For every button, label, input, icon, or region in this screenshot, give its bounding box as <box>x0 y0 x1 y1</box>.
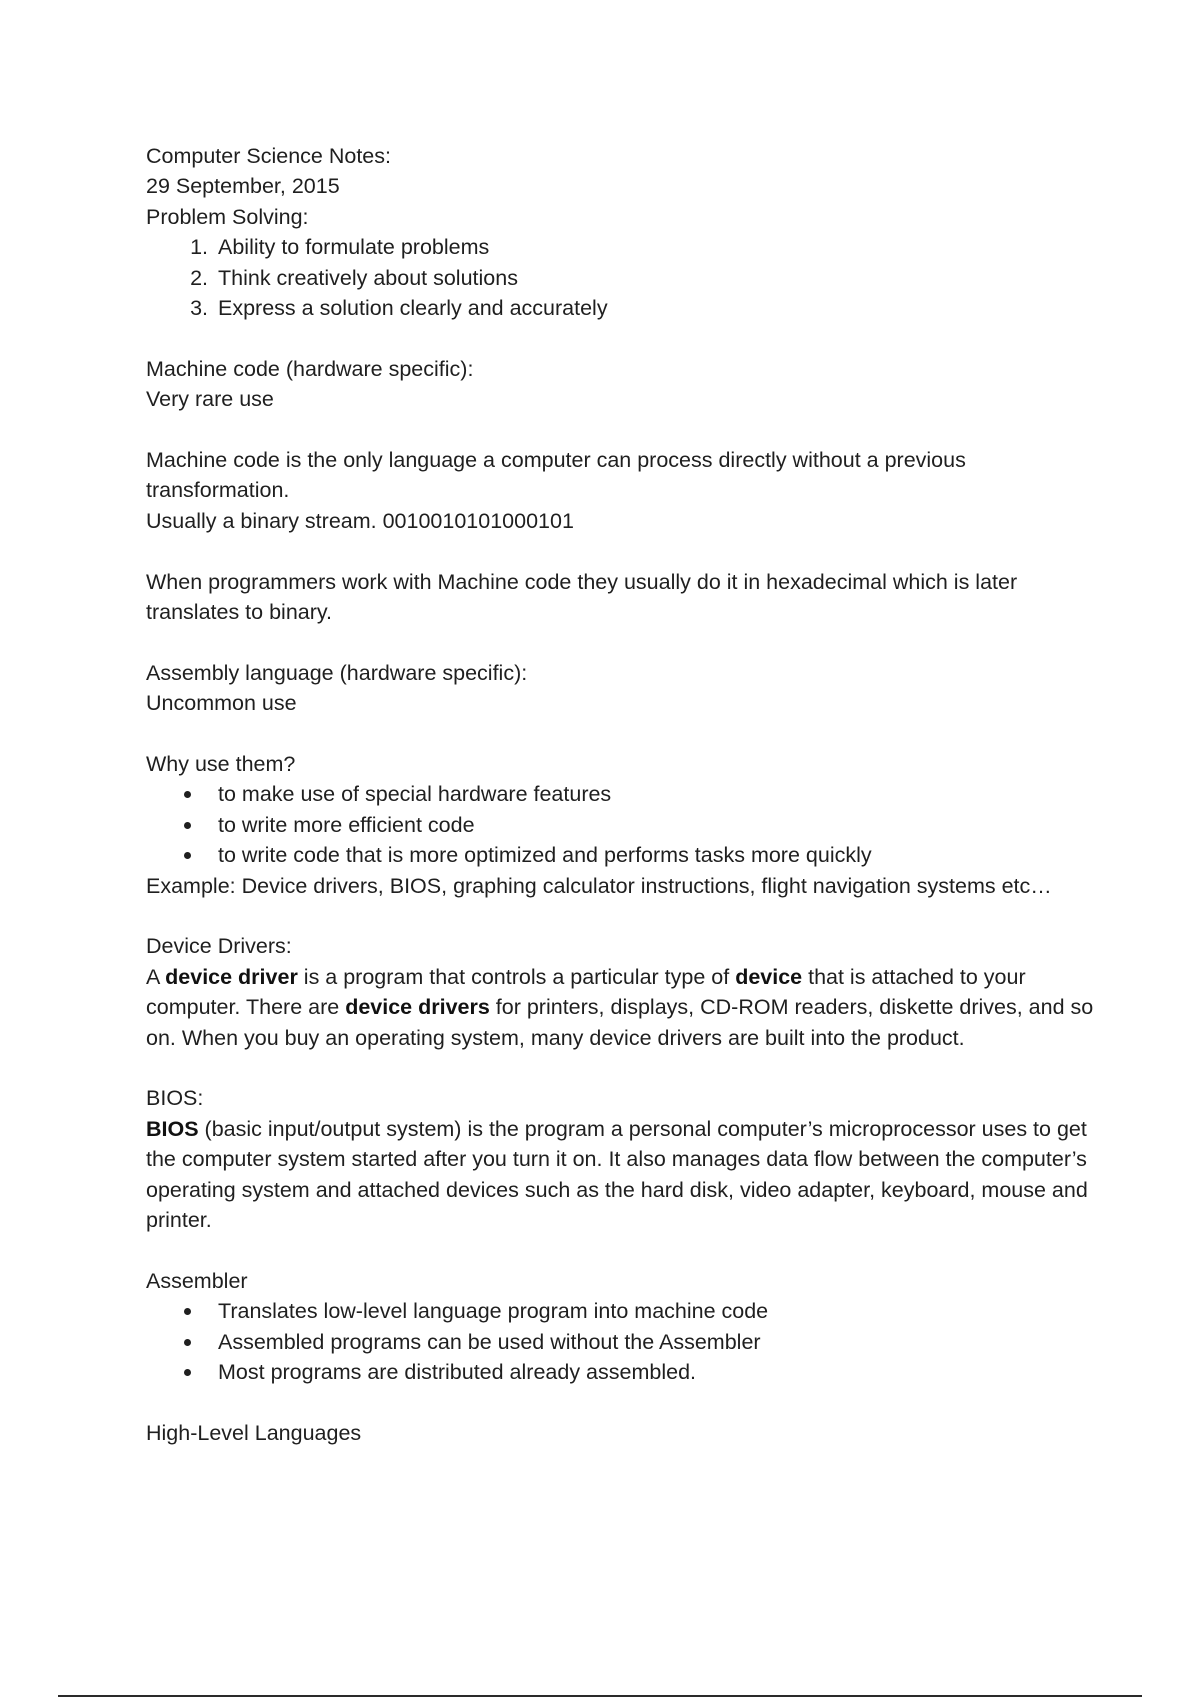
machine-code-usage: Very rare use <box>146 387 274 412</box>
bullet-icon <box>184 1308 191 1315</box>
list-item <box>146 1327 1106 1357</box>
list-item-text: Assembled programs can be used without the Assembler <box>218 1329 761 1354</box>
bullet-icon <box>184 1339 191 1346</box>
bold-term: BIOS <box>146 1116 199 1141</box>
spacer <box>146 1236 1106 1266</box>
list-item <box>146 1296 1106 1326</box>
list-item-text: Translates low-level language program into machine code <box>218 1299 769 1324</box>
text-run: for printers, displays, CD-ROM readers, diskette drives, and so on. When you buy an operating system, many device drivers are built into the product. <box>146 995 1094 1050</box>
why-use-heading: Why use them? <box>146 752 296 777</box>
list-item-text: Think creatively about solutions <box>218 265 518 290</box>
list-item-text: Most programs are distributed already assembled. <box>218 1360 696 1385</box>
text-run: (basic input/output system) is the program a personal computer’s microprocessor uses to get the computer system started after you turn it on. It also manages data flow between the computer’s operating system and attached devices such as the hard disk, video adapter, keyboard, mouse and printer. <box>146 1116 1088 1233</box>
list-item <box>146 840 1106 870</box>
spacer <box>146 1053 1106 1083</box>
problem-solving-heading: Problem Solving: <box>146 204 309 229</box>
spacer <box>146 1388 1106 1418</box>
assembly-usage: Uncommon use <box>146 691 297 716</box>
machine-code-description: Machine code is the only language a computer can process directly without a previous transformation. <box>146 448 966 503</box>
spacer <box>146 627 1106 657</box>
spacer <box>146 901 1106 931</box>
bullet-icon <box>184 822 191 829</box>
example-line: Example: Device drivers, BIOS, graphing calculator instructions, flight navigation systems etc… <box>146 873 1052 898</box>
page-bottom-rule <box>58 1695 1142 1697</box>
assembler-list <box>146 1296 1106 1387</box>
list-number: 1. <box>190 235 208 260</box>
bios-heading: BIOS: <box>146 1086 204 1111</box>
bold-term: device drivers <box>345 995 490 1020</box>
device-drivers-heading: Device Drivers: <box>146 934 292 959</box>
bullet-icon <box>184 1369 191 1376</box>
list-item <box>146 263 1106 293</box>
bold-term: device <box>735 964 803 989</box>
list-item-text: Ability to formulate problems <box>218 235 490 260</box>
bold-term: device driver <box>165 964 298 989</box>
list-number: 2. <box>190 265 208 290</box>
list-item-text: to write more efficient code <box>218 812 475 837</box>
assembler-heading: Assembler <box>146 1268 248 1293</box>
list-item-text: Express a solution clearly and accurately <box>218 296 608 321</box>
spacer <box>146 415 1106 445</box>
device-drivers-paragraph <box>146 962 1106 1053</box>
text-run: A <box>146 964 166 989</box>
list-number: 3. <box>190 296 208 321</box>
problem-solving-list <box>146 232 1106 323</box>
list-item <box>146 293 1106 323</box>
spacer <box>146 536 1106 566</box>
machine-code-heading: Machine code (hardware specific): <box>146 356 474 381</box>
high-level-heading: High-Level Languages <box>146 1420 362 1445</box>
document-page <box>146 141 1106 1448</box>
document-title: Computer Science Notes: <box>146 144 391 168</box>
list-item <box>146 779 1106 809</box>
spacer <box>146 719 1106 749</box>
list-item <box>146 810 1106 840</box>
binary-stream-line: Usually a binary stream. 0010010101000101 <box>146 508 574 533</box>
bullet-icon <box>184 852 191 859</box>
document-date: 29 September, 2015 <box>146 174 340 199</box>
list-item <box>146 1357 1106 1387</box>
bios-paragraph <box>146 1114 1106 1236</box>
list-item-text: to write code that is more optimized and performs tasks more quickly <box>218 843 872 868</box>
bullet-icon <box>184 791 191 798</box>
text-run: is a program that controls a particular type of <box>297 964 736 989</box>
text-run: that is attached to your computer. There are <box>146 964 1026 1020</box>
list-item <box>146 232 1106 262</box>
reasons-list <box>146 779 1106 870</box>
hexadecimal-note: When programmers work with Machine code they usually do it in hexadecimal which is later translates to binary. <box>146 569 1018 625</box>
list-item-text: to make use of special hardware features <box>218 782 612 807</box>
spacer <box>146 323 1106 353</box>
assembly-heading: Assembly language (hardware specific): <box>146 660 528 685</box>
